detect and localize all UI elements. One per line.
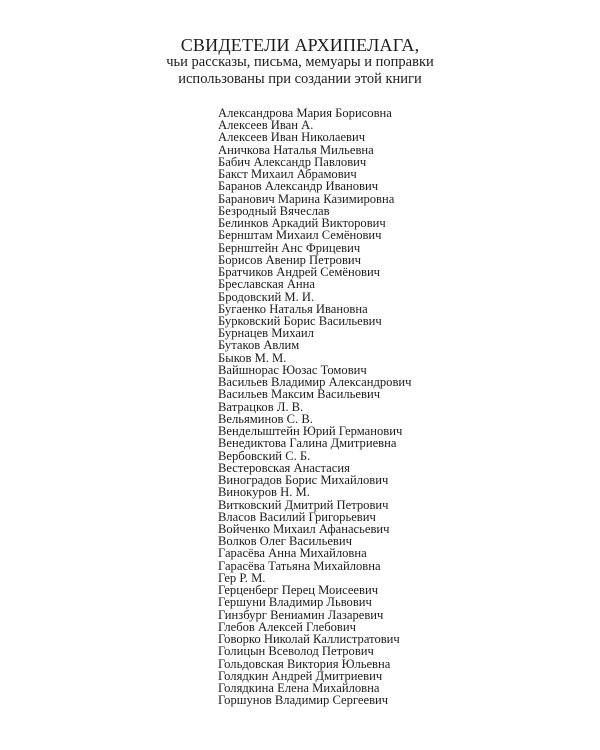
- witness-name: Бурнацев Михаил: [218, 326, 314, 341]
- witness-name: Борисов Авенир Петрович: [218, 252, 361, 267]
- witness-name: Ватрацков Л. В.: [218, 399, 304, 414]
- witness-name-list: [218, 107, 411, 706]
- witness-name: Вельяминов С. В.: [218, 411, 313, 426]
- witness-name: Вербовский С. Б.: [218, 448, 311, 463]
- witness-name: Витковский Дмитрий Петрович: [218, 497, 389, 512]
- witness-name: Безродный Вячеслав: [218, 203, 330, 218]
- witness-name: Васильев Максим Васильевич: [218, 387, 381, 402]
- witness-name: Бродовский М. И.: [218, 289, 315, 304]
- witness-name: Гарасёва Анна Михайловна: [218, 546, 367, 561]
- witness-name: Александрова Мария Борисовна: [218, 106, 392, 120]
- witness-name: Гольдовская Виктория Юльевна: [218, 656, 391, 671]
- witness-name: Алексеев Иван Николаевич: [218, 130, 366, 145]
- witness-name: Виноградов Борис Михайлович: [218, 473, 389, 488]
- witness-name: Венедиктова Галина Дмитриевна: [218, 436, 397, 451]
- witness-name: Горшунов Владимир Сергеевич: [218, 693, 389, 708]
- witness-name: Венделыштейн Юрий Германович: [218, 424, 403, 439]
- witness-name: Бутаков Авлим: [218, 338, 300, 353]
- witness-name: Быков М. М.: [218, 350, 287, 365]
- page-heading: [0, 36, 600, 88]
- heading-title: СВИДЕТЕЛИ АРХИПЕЛАГА,: [180, 35, 420, 55]
- witness-name: Бакст Михаил Абрамович: [218, 167, 357, 182]
- witness-name: Белинков Аркадий Викторович: [218, 216, 386, 231]
- witness-name: Волков Олег Васильевич: [218, 534, 352, 549]
- witness-name: Глебов Алексей Глебович: [218, 619, 356, 634]
- witness-name: Винокуров Н. М.: [218, 485, 310, 500]
- heading-subtitle-line: использованы при создании этой книги: [178, 71, 422, 87]
- witness-name: Гарасёва Татьяна Михайловна: [218, 558, 381, 573]
- witness-name: Вестеровская Анастасия: [218, 460, 350, 475]
- witness-name: Васильев Владимир Александрович: [218, 375, 412, 390]
- witness-name: Голядкина Елена Михайловна: [218, 681, 380, 696]
- witness-name: Алексеев Иван А.: [218, 118, 314, 133]
- witness-name: Гер Р. М.: [218, 570, 266, 585]
- witness-name: Бернштейн Анс Фрицевич: [218, 240, 361, 255]
- witness-name: Голицын Всеволод Петрович: [218, 644, 374, 659]
- witness-name: Бабич Александр Павлович: [218, 154, 367, 169]
- witness-name: Голядкин Андрей Дмитриевич: [218, 668, 383, 683]
- witness-name: Аничкова Наталья Мильевна: [218, 142, 374, 157]
- witness-name: Гинзбург Вениамин Лазаревич: [218, 607, 384, 622]
- witness-name: Бреславская Анна: [218, 277, 315, 292]
- witness-name: Братчиков Андрей Семёнович: [218, 265, 381, 280]
- witness-name: Герценберг Перец Моисеевич: [218, 583, 379, 598]
- witness-name: Вайшнорас Юозас Томович: [218, 362, 367, 377]
- witness-name: Бернштам Михаил Семёнович: [218, 228, 382, 243]
- heading-subtitle-line: чьи рассказы, письма, мемуары и поправки: [166, 54, 434, 70]
- witness-name: Войченко Михаил Афанасьевич: [218, 521, 390, 536]
- witness-name: Говорко Николай Каллистратович: [218, 632, 400, 647]
- witness-name: Власов Василий Григорьевич: [218, 509, 376, 524]
- witness-name: Баранов Александр Иванович: [218, 179, 379, 194]
- witness-name: Бурковский Борис Васильевич: [218, 313, 382, 328]
- witness-name: Бугаенко Наталья Ивановна: [218, 301, 368, 316]
- witness-name: Баранович Марина Казимировна: [218, 191, 395, 206]
- witness-name: Гершуни Владимир Львович: [218, 595, 372, 610]
